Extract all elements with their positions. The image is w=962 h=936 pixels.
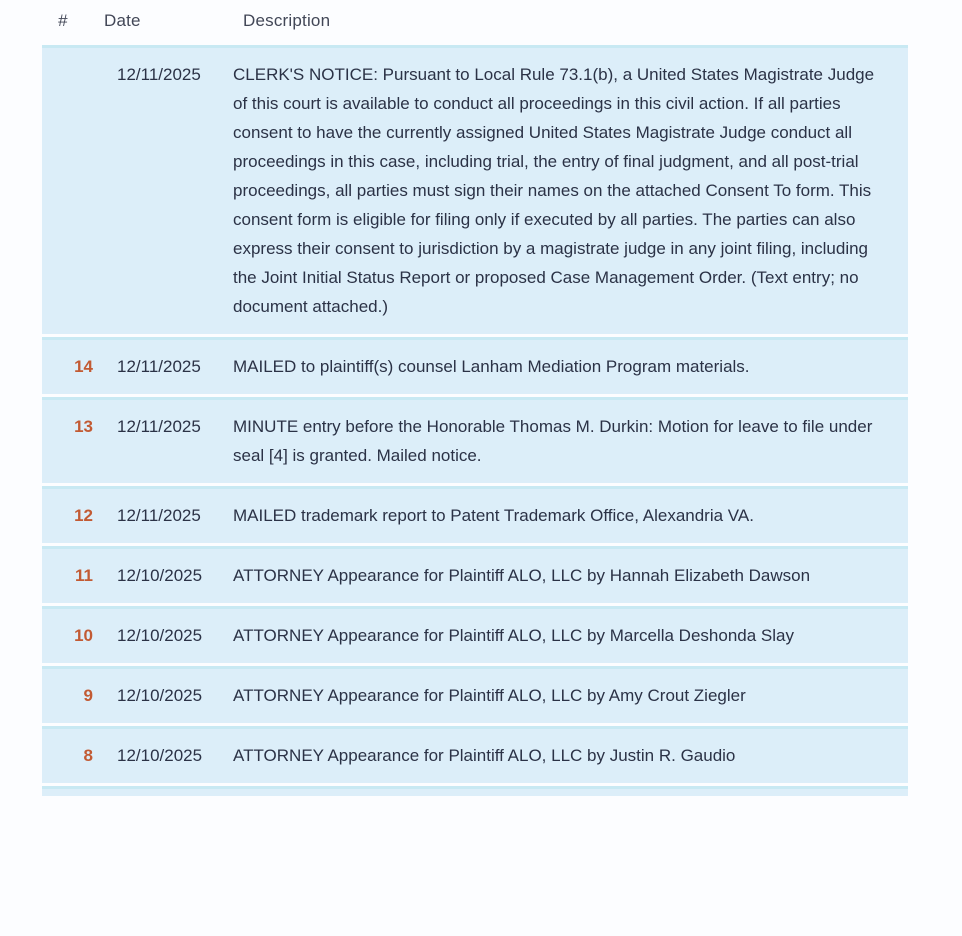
- entry-description: ATTORNEY Appearance for Plaintiff ALO, LLC by Amy Crout Ziegler: [233, 686, 746, 705]
- entry-description: CLERK'S NOTICE: Pursuant to Local Rule 73.1(b), a United States Magistrate Judge of this court is available to conduct all proceedings in this civil action. If all parties consent to have the currently assigned United States Magistrate Judge conduct all proceedings in this case, including trial, the entry of final judgment, and all post-trial proceedings, all parties must sign their names on the attached Consent To form. This consent form is eligible for filing only if executed by all parties. The parties can also express their consent to jurisdiction by a magistrate judge in any joint filing, including the Joint Initial Status Report or proposed Case Management Order. (Text entry; no document attached.): [233, 65, 875, 316]
- entry-number[interactable]: 9: [83, 686, 93, 705]
- entry-description: ATTORNEY Appearance for Plaintiff ALO, LLC by Marcella Deshonda Slay: [233, 626, 794, 645]
- docket-row[interactable]: [42, 337, 908, 394]
- docket-row[interactable]: [42, 546, 908, 603]
- docket-table-header: [42, 0, 908, 45]
- entry-description: MAILED to plaintiff(s) counsel Lanham Mediation Program materials.: [233, 357, 750, 376]
- entry-number[interactable]: 12: [74, 506, 93, 525]
- column-header-date: Date: [104, 11, 141, 30]
- docket-row[interactable]: [42, 45, 908, 334]
- entry-date: 12/11/2025: [117, 506, 201, 525]
- entry-date: 12/11/2025: [117, 357, 201, 376]
- docket-row[interactable]: [42, 606, 908, 663]
- entry-date: 12/10/2025: [117, 626, 203, 645]
- entry-number[interactable]: 11: [75, 566, 93, 585]
- docket-row[interactable]: [42, 726, 908, 783]
- entry-number[interactable]: 10: [74, 626, 93, 645]
- entry-description: ATTORNEY Appearance for Plaintiff ALO, LLC by Hannah Elizabeth Dawson: [233, 566, 811, 585]
- docket-row-partial: [42, 786, 908, 796]
- docket-table-body: [42, 45, 908, 783]
- entry-number[interactable]: 13: [74, 417, 93, 436]
- entry-number[interactable]: 14: [74, 357, 93, 376]
- column-header-description: Description: [243, 11, 331, 30]
- entry-date: 12/10/2025: [117, 686, 203, 705]
- entry-description: MAILED trademark report to Patent Trademark Office, Alexandria VA.: [233, 506, 754, 525]
- entry-date: 12/10/2025: [117, 566, 203, 585]
- entry-number[interactable]: 8: [83, 746, 93, 765]
- entry-date: 12/11/2025: [117, 65, 201, 84]
- entry-number[interactable]: [42, 60, 102, 321]
- entry-description: MINUTE entry before the Honorable Thomas M. Durkin: Motion for leave to file under seal [4] is granted. Mailed notice.: [233, 417, 873, 465]
- docket-table: [42, 0, 908, 796]
- docket-row[interactable]: [42, 397, 908, 483]
- docket-row[interactable]: [42, 666, 908, 723]
- entry-description: ATTORNEY Appearance for Plaintiff ALO, LLC by Justin R. Gaudio: [233, 746, 736, 765]
- docket-row[interactable]: [42, 486, 908, 543]
- entry-date: 12/11/2025: [117, 417, 201, 436]
- entry-date: 12/10/2025: [117, 746, 203, 765]
- column-header-number: #: [58, 11, 68, 30]
